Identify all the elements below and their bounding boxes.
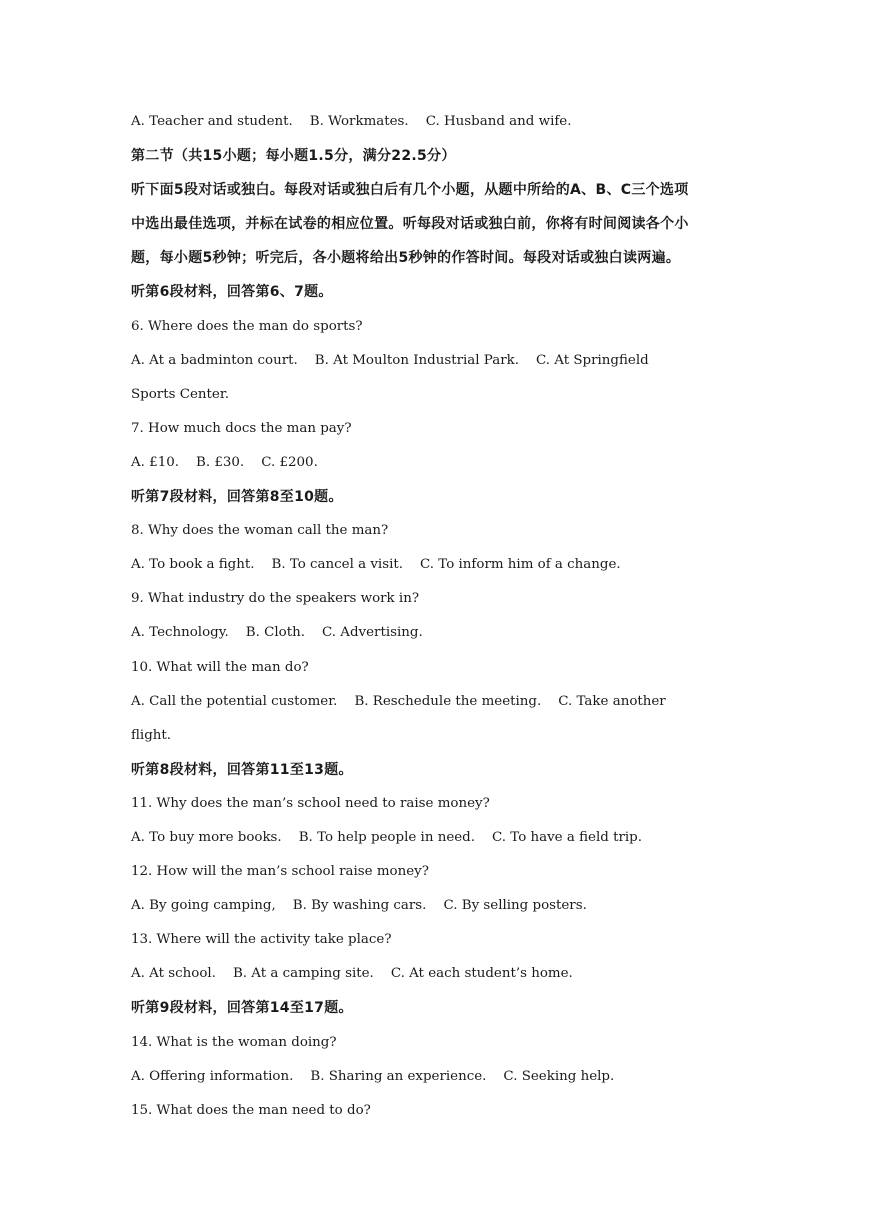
instructions-line-1: 听下面5段对话或独白。每段对话或独白后有几个小题，从题中所给的A、B、C三个选项 <box>131 182 689 199</box>
instructions-line-2: 中选出最佳选项，并标在试卷的相应位置。听每段对话或独白前，你将有时间阅读各个小 <box>131 216 689 233</box>
q13-options: A. At school. B. At a camping site. C. At each student’s home. <box>131 966 573 982</box>
material-8-heading: 听第8段材料，回答第11至13题。 <box>131 761 353 778</box>
q12-question: 12. How will the man’s school raise money? <box>131 864 429 880</box>
q5-options: A. Teacher and student. B. Workmates. C. Husband and wife. <box>131 114 572 129</box>
q10-question: 10. What will the man do? <box>131 659 309 675</box>
instructions-line-3: 题，每小题5秒钟；听完后，各小题将给出5秒钟的作答时间。每段对话或独白读两遍。 <box>131 250 681 267</box>
q15-question: 15. What does the man need to do? <box>131 1102 371 1118</box>
q14-question: 14. What is the woman doing? <box>131 1034 337 1050</box>
q6-question: 6. Where does the man do sports? <box>131 318 363 334</box>
material-6-heading: 听第6段材料，回答第6、7题。 <box>131 284 333 301</box>
material-7-heading: 听第7段材料，回答第8至10题。 <box>131 489 343 506</box>
q7-question: 7. How much docs the man pay? <box>131 420 352 436</box>
q8-question: 8. Why does the woman call the man? <box>131 523 389 539</box>
q8-options: A. To book a fight. B. To cancel a visit. C. To inform him of a change. <box>131 557 621 573</box>
q6-options: A. At a badminton court. B. At Moulton Industrial Park. C. At Springfield <box>131 352 649 368</box>
q6-options-continued: Sports Center. <box>131 386 230 402</box>
document-page <box>131 110 751 1133</box>
q11-options: A. To buy more books. B. To help people in need. C. To have a field trip. <box>131 829 642 845</box>
q10-options: A. Call the potential customer. B. Reschedule the meeting. C. Take another <box>131 693 666 709</box>
q9-options: A. Technology. B. Cloth. C. Advertising. <box>131 625 423 641</box>
q13-question: 13. Where will the activity take place? <box>131 932 392 948</box>
q9-question: 9. What industry do the speakers work in? <box>131 591 419 607</box>
section-two-heading: 第二节（共15小题；每小题1.5分，满分22.5分） <box>131 148 456 165</box>
q11-question: 11. Why does the man’s school need to raise money? <box>131 795 490 811</box>
material-9-heading: 听第9段材料，回答第14至17题。 <box>131 1000 353 1017</box>
q14-options: A. Offering information. B. Sharing an experience. C. Seeking help. <box>131 1068 615 1084</box>
q12-options: A. By going camping, B. By washing cars. C. By selling posters. <box>131 898 587 914</box>
q7-options: A. £10. B. £30. C. £200. <box>131 454 318 470</box>
q10-options-continued: flight. <box>131 727 172 743</box>
